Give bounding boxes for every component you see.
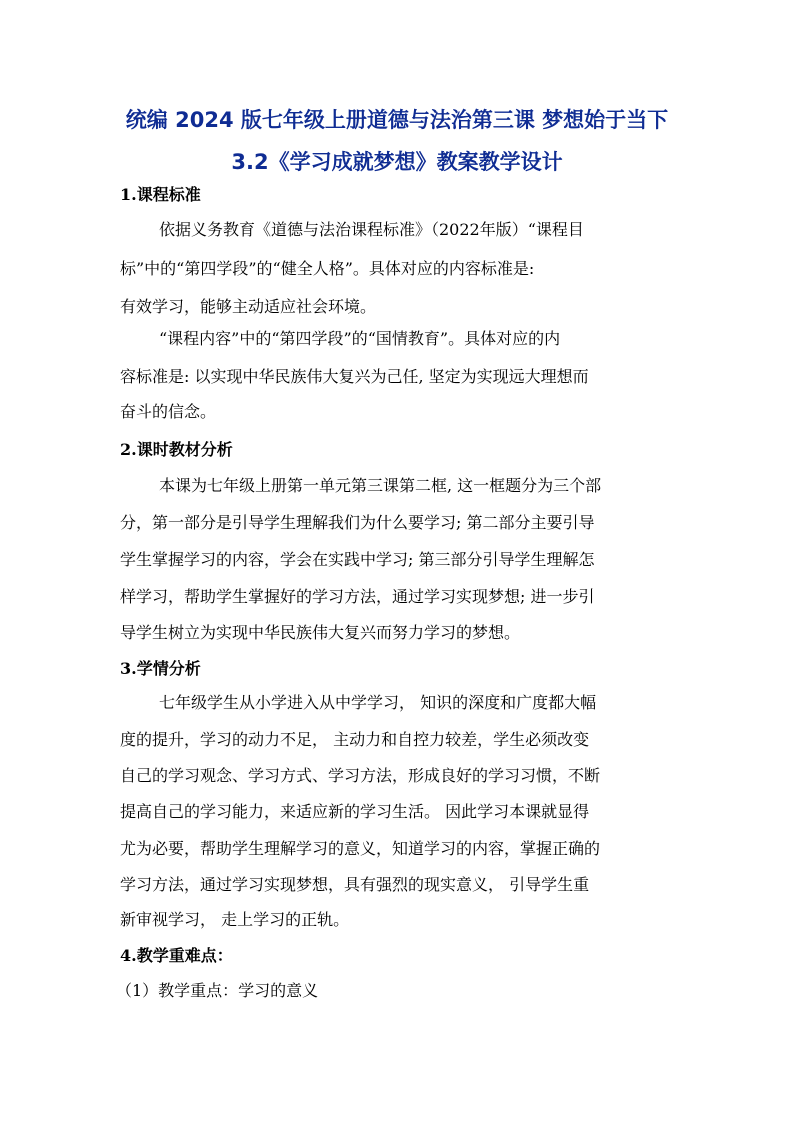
paragraph-line: 学习方法，通过学习实现梦想，具有强烈的现实意义， 引导学生重: [120, 875, 590, 894]
section-heading-textbook-analysis: 2.课时教材分析: [120, 440, 233, 459]
paragraph-line: 自己的学习观念、学习方式、学习方法，形成良好的学习习惯，不断: [120, 766, 601, 785]
paragraph-line: “课程内容”中的“第四学段”的“国情教育”。具体对应的内: [159, 329, 561, 348]
paragraph-line: 容标准是: 以实现中华民族伟大复兴为己任, 坚定为实现远大理想而: [120, 367, 589, 386]
paragraph-line: 依据义务教育《道德与法治课程标准》（2022年版）“课程目: [159, 220, 584, 239]
paragraph-line: 尤为必要，帮助学生理解学习的意义，知道学习的内容，掌握正确的: [120, 839, 601, 858]
paragraph-line: 本课为七年级上册第一单元第三课第二框, 这一框题分为三个部: [159, 476, 602, 495]
paragraph-line: 标”中的“第四学段”的“健全人格”。具体对应的内容标准是:: [120, 259, 535, 278]
paragraph-line: （1）教学重点：学习的意义: [116, 981, 319, 1000]
document-title-line-2: 3.2《学习成就梦想》教案教学设计: [231, 150, 563, 174]
paragraph-line: 提高自己的学习能力，来适应新的学习生活。 因此学习本课就显得: [120, 802, 590, 821]
paragraph-line: 导学生树立为实现中华民族伟大复兴而努力学习的梦想。: [120, 623, 521, 642]
paragraph-line: 样学习，帮助学生掌握好的学习方法，通过学习实现梦想; 进一步引: [120, 587, 595, 606]
paragraph-line: 七年级学生从小学进入从中学学习， 知识的深度和广度都大幅: [159, 693, 597, 712]
paragraph-line: 有效学习，能够主动适应社会环境。: [120, 297, 377, 316]
paragraph-line: 新审视学习， 走上学习的正轨。: [120, 910, 350, 929]
section-heading-student-analysis: 3.学情分析: [120, 659, 201, 678]
paragraph-line: 奋斗的信念。: [120, 402, 217, 421]
paragraph-line: 分，第一部分是引导学生理解我们为什么要学习; 第二部分主要引导: [120, 513, 595, 532]
section-heading-key-difficult-points: 4.教学重难点：: [120, 946, 233, 965]
document-title-line-1: 统编 2024 版七年级上册道德与法治第三课 梦想始于当下: [125, 108, 669, 132]
paragraph-line: 度的提升，学习的动力不足， 主动力和自控力较差，学生必须改变: [120, 730, 590, 749]
paragraph-line: 学生掌握学习的内容，学会在实践中学习; 第三部分引导学生理解怎: [120, 550, 595, 569]
section-heading-curriculum-standard: 1.课程标准: [120, 185, 201, 204]
